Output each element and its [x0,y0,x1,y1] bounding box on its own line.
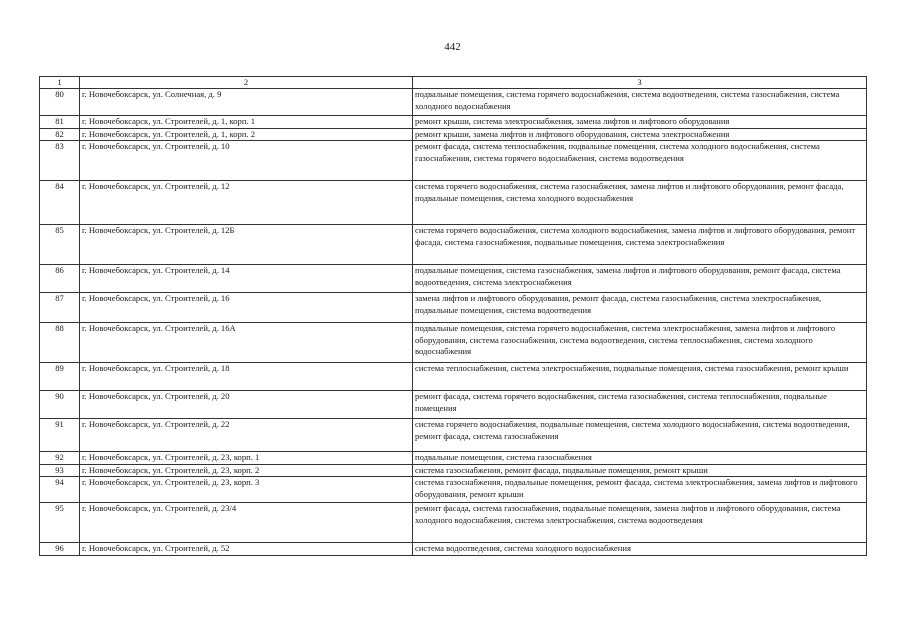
row-systems: система горячего водоснабжения, система холодного водоснабжения, замена лифтов и лифтового оборудования, ремонт фасада, система газоснабжения, подвальные помещения, система электроснабжения [413,225,867,265]
column-header-3: 3 [413,77,867,89]
table-row [40,503,867,543]
row-address: г. Новочебоксарск, ул. Строителей, д. 10 [80,141,413,181]
table-row [40,477,867,503]
row-number: 81 [40,116,80,129]
table-row [40,452,867,465]
row-systems: подвальные помещения, система газоснабжения [413,452,867,465]
row-number: 87 [40,293,80,323]
table-row [40,225,867,265]
row-systems: система теплоснабжения, система электроснабжения, подвальные помещения, система газоснабжения, ремонт крыши [413,363,867,391]
row-number: 88 [40,323,80,363]
row-number: 86 [40,265,80,293]
row-number: 85 [40,225,80,265]
table-row [40,323,867,363]
row-systems: система горячего водоснабжения, система газоснабжения, замена лифтов и лифтового оборудования, ремонт фасада, подвальные помещения, система холодного водоснабжения [413,181,867,225]
row-address: г. Новочебоксарск, ул. Строителей, д. 52 [80,543,413,556]
table-row [40,391,867,419]
table-row [40,293,867,323]
row-address: г. Новочебоксарск, ул. Строителей, д. 14 [80,265,413,293]
row-systems: замена лифтов и лифтового оборудования, ремонт фасада, система газоснабжения, система электроснабжения, подвальные помещения, система водоотведения [413,293,867,323]
page-number: 442 [444,41,461,53]
row-number: 93 [40,464,80,477]
row-systems: система водоотведения, система холодного водоснабжения [413,543,867,556]
row-systems: ремонт фасада, система газоснабжения, подвальные помещения, замена лифтов и лифтового оборудования, система холодного водоснабжения, система электроснабжения, система водоотведения [413,503,867,543]
row-systems: подвальные помещения, система горячего водоснабжения, система электроснабжения, замена лифтов и лифтового оборудования, система газоснабжения, система водоотведения, система теплоснабжения, система холодного водоснабжения [413,323,867,363]
table-row [40,363,867,391]
row-address: г. Новочебоксарск, ул. Строителей, д. 23, корп. 1 [80,452,413,465]
table-row [40,128,867,141]
row-systems: система горячего водоснабжения, подвальные помещения, система холодного водоснабжения, система водоотведения, ремонт фасада, система газоснабжения [413,419,867,452]
row-address: г. Новочебоксарск, ул. Строителей, д. 23, корп. 3 [80,477,413,503]
row-address: г. Новочебоксарск, ул. Строителей, д. 20 [80,391,413,419]
table-row [40,141,867,181]
row-address: г. Новочебоксарск, ул. Строителей, д. 1, корп. 2 [80,128,413,141]
row-systems: ремонт фасада, система горячего водоснабжения, система газоснабжения, система теплоснабжения, подвальные помещения [413,391,867,419]
table-row [40,181,867,225]
row-systems: ремонт крыши, система электроснабжения, замена лифтов и лифтового оборудования [413,116,867,129]
row-number: 89 [40,363,80,391]
column-header-2: 2 [80,77,413,89]
row-number: 84 [40,181,80,225]
row-systems: ремонт крыши, замена лифтов и лифтового оборудования, система электроснабжения [413,128,867,141]
table-row [40,265,867,293]
row-number: 96 [40,543,80,556]
row-address: г. Новочебоксарск, ул. Строителей, д. 22 [80,419,413,452]
row-address: г. Новочебоксарск, ул. Строителей, д. 12Б [80,225,413,265]
row-systems: система газоснабжения, подвальные помещения, ремонт фасада, система электроснабжения, замена лифтов и лифтового оборудования, ремонт крыши [413,477,867,503]
row-address: г. Новочебоксарск, ул. Строителей, д. 16 [80,293,413,323]
row-number: 83 [40,141,80,181]
table-header-row [40,77,867,89]
row-number: 92 [40,452,80,465]
row-address: г. Новочебоксарск, ул. Солнечная, д. 9 [80,89,413,116]
row-number: 90 [40,391,80,419]
table-row [40,464,867,477]
table-row [40,89,867,116]
row-address: г. Новочебоксарск, ул. Строителей, д. 23/4 [80,503,413,543]
row-address: г. Новочебоксарск, ул. Строителей, д. 12 [80,181,413,225]
row-address: г. Новочебоксарск, ул. Строителей, д. 16А [80,323,413,363]
table-row [40,116,867,129]
row-number: 94 [40,477,80,503]
row-address: г. Новочебоксарск, ул. Строителей, д. 1, корп. 1 [80,116,413,129]
buildings-table [39,76,867,556]
row-number: 82 [40,128,80,141]
row-systems: подвальные помещения, система газоснабжения, замена лифтов и лифтового оборудования, ремонт фасада, система водоотведения, система электроснабжения [413,265,867,293]
row-address: г. Новочебоксарск, ул. Строителей, д. 23, корп. 2 [80,464,413,477]
row-systems: ремонт фасада, система теплоснабжения, подвальные помещения, система холодного водоснабжения, система газоснабжения, система горячего водоснабжения, система водоотведения [413,141,867,181]
table-row [40,419,867,452]
column-header-1: 1 [40,77,80,89]
row-address: г. Новочебоксарск, ул. Строителей, д. 18 [80,363,413,391]
row-number: 80 [40,89,80,116]
row-number: 95 [40,503,80,543]
row-number: 91 [40,419,80,452]
row-systems: подвальные помещения, система горячего водоснабжения, система водоотведения, система газоснабжения, система холодного водоснабжения [413,89,867,116]
table-row [40,543,867,556]
row-systems: система газоснабжения, ремонт фасада, подвальные помещения, ремонт крыши [413,464,867,477]
